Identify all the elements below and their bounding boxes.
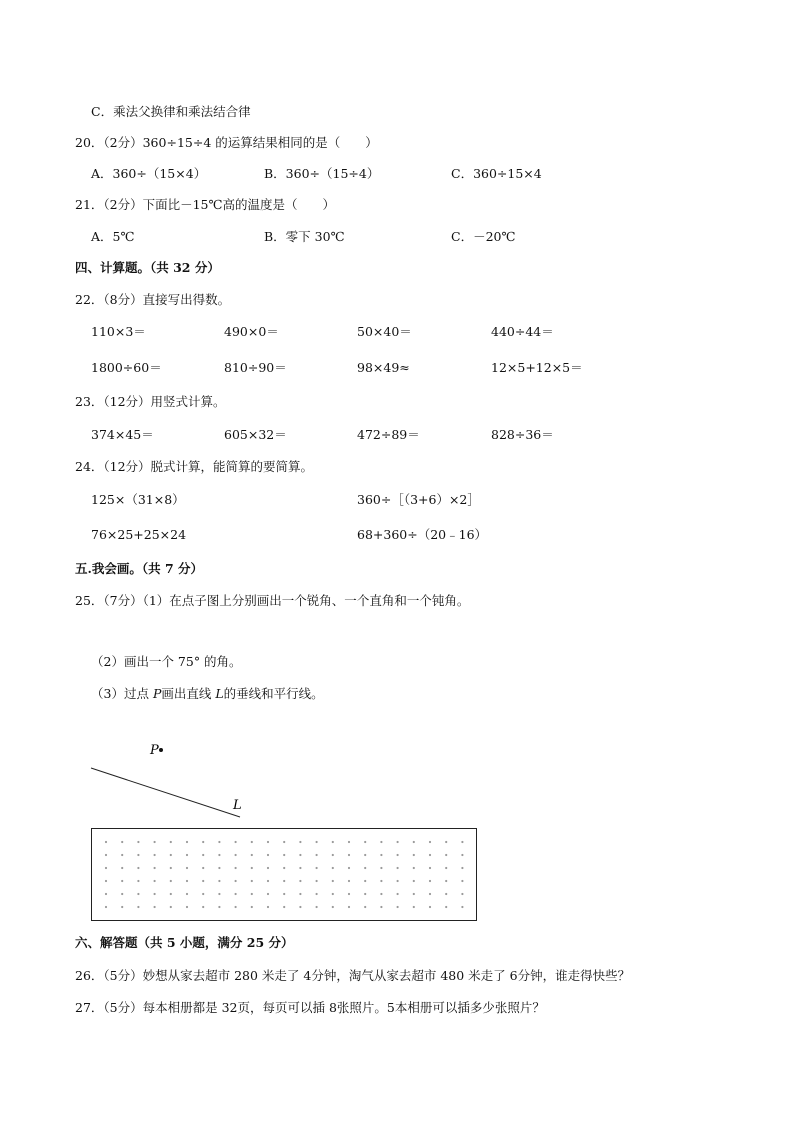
q27-stem: 27．（5分）每本相册都是 32页，每页可以插 8张照片。5本相册可以插多少张照片？ <box>75 1000 545 1015</box>
grid-dot <box>413 841 415 843</box>
grid-dot <box>186 841 188 843</box>
q21-option-b: B．零下 30℃ <box>264 229 345 244</box>
grid-dot <box>380 841 382 843</box>
grid-dot <box>154 880 156 882</box>
grid-dot <box>154 854 156 856</box>
grid-dot <box>299 867 301 869</box>
grid-dot <box>316 880 318 882</box>
grid-dot <box>202 867 204 869</box>
grid-dot <box>218 841 220 843</box>
grid-dot <box>316 854 318 856</box>
q21-stem: 21．（2分）下面比－15℃高的温度是（ ） <box>75 197 335 212</box>
grid-dot <box>429 854 431 856</box>
q25-stem: 25．（7分）（1）在点子图上分别画出一个锐角、一个直角和一个钝角。 <box>75 593 470 608</box>
grid-dot <box>137 906 139 908</box>
q25-part3-text: 的垂线和平行线。 <box>223 686 324 701</box>
point-p <box>159 748 163 752</box>
q25-part3-text: （3）过点 <box>91 686 153 701</box>
grid-dot <box>364 880 366 882</box>
grid-dot <box>364 841 366 843</box>
grid-dot <box>154 841 156 843</box>
grid-dot <box>218 880 220 882</box>
section5-heading: 五.我会画。（共 7 分） <box>75 561 204 576</box>
grid-dot <box>364 867 366 869</box>
grid-dot <box>380 906 382 908</box>
q22-item: 440÷44＝ <box>491 324 554 339</box>
grid-dot <box>429 893 431 895</box>
grid-dot <box>461 867 463 869</box>
grid-dot <box>121 893 123 895</box>
grid-dot <box>332 880 334 882</box>
q25-part3 <box>91 686 324 702</box>
grid-dot <box>105 867 107 869</box>
grid-dot <box>251 893 253 895</box>
grid-dot <box>413 880 415 882</box>
grid-dot <box>316 906 318 908</box>
q24-item: 68+360÷（20﹣16） <box>357 527 488 542</box>
grid-dot <box>137 880 139 882</box>
grid-dot <box>105 854 107 856</box>
grid-dot <box>170 880 172 882</box>
grid-dot <box>235 893 237 895</box>
grid-dot <box>461 880 463 882</box>
grid-dot <box>283 841 285 843</box>
q24-item: 360÷［（3+6）×2］ <box>357 492 480 507</box>
grid-dot <box>380 880 382 882</box>
grid-dot <box>397 880 399 882</box>
grid-dot <box>332 893 334 895</box>
grid-dot <box>429 906 431 908</box>
section4-heading: 四、计算题。（共 32 分） <box>75 260 220 275</box>
q24-item: 76×25+25×24 <box>91 527 187 542</box>
grid-dot <box>299 854 301 856</box>
grid-dot <box>105 893 107 895</box>
grid-dot <box>316 841 318 843</box>
q22-item: 12×5+12×5＝ <box>491 360 583 375</box>
grid-dot <box>348 906 350 908</box>
grid-dot <box>202 841 204 843</box>
grid-dot <box>332 841 334 843</box>
grid-dot <box>137 841 139 843</box>
grid-dot <box>235 854 237 856</box>
grid-dot <box>316 893 318 895</box>
grid-dot <box>332 854 334 856</box>
grid-dot <box>105 906 107 908</box>
q23-item: 472÷89＝ <box>357 427 420 442</box>
grid-dot <box>267 867 269 869</box>
q25-part2: （2）画出一个 75° 的角。 <box>91 654 242 669</box>
grid-dot <box>348 867 350 869</box>
grid-dot <box>461 854 463 856</box>
grid-dot <box>186 906 188 908</box>
grid-dot <box>154 893 156 895</box>
q21-option-c: C．－20℃ <box>451 229 516 244</box>
grid-dot <box>413 854 415 856</box>
grid-dot <box>251 854 253 856</box>
q25-part3-text: 画出直线 <box>161 686 216 701</box>
grid-dot <box>364 906 366 908</box>
grid-dot <box>413 893 415 895</box>
grid-dot <box>445 867 447 869</box>
grid-dot <box>170 854 172 856</box>
grid-dot <box>218 906 220 908</box>
grid-dot <box>154 906 156 908</box>
grid-dot <box>380 854 382 856</box>
grid-dot <box>235 906 237 908</box>
grid-dot <box>348 841 350 843</box>
grid-dot <box>137 854 139 856</box>
grid-dot <box>316 867 318 869</box>
q22-stem: 22．（8分）直接写出得数。 <box>75 292 231 307</box>
dot-grid-box[interactable] <box>91 828 477 921</box>
grid-dot <box>429 867 431 869</box>
grid-dot <box>445 880 447 882</box>
q23-item: 605×32＝ <box>224 427 287 442</box>
grid-dot <box>186 867 188 869</box>
grid-dot <box>348 880 350 882</box>
grid-dot <box>397 893 399 895</box>
grid-dot <box>380 867 382 869</box>
q22-item: 50×40＝ <box>357 324 412 339</box>
grid-dot <box>283 854 285 856</box>
grid-dot <box>121 880 123 882</box>
grid-dot <box>283 880 285 882</box>
grid-dot <box>267 880 269 882</box>
grid-dot <box>267 841 269 843</box>
q23-item: 374×45＝ <box>91 427 154 442</box>
grid-dot <box>299 880 301 882</box>
grid-dot <box>413 906 415 908</box>
grid-dot <box>332 867 334 869</box>
grid-dot <box>445 893 447 895</box>
line-l-label: L <box>233 798 242 813</box>
grid-dot <box>202 906 204 908</box>
grid-dot <box>105 841 107 843</box>
point-p-label: P <box>150 743 159 758</box>
grid-dot <box>397 906 399 908</box>
grid-dot <box>218 867 220 869</box>
grid-dot <box>137 867 139 869</box>
grid-dot <box>186 854 188 856</box>
q25-part3-point: P <box>152 686 162 701</box>
dot-grid <box>91 828 477 921</box>
q20-stem: 20．（2分）360÷15÷4 的运算结果相同的是（ ） <box>75 135 378 150</box>
q20-option-c: C．360÷15×4 <box>451 166 542 181</box>
grid-dot <box>121 906 123 908</box>
grid-dot <box>267 854 269 856</box>
grid-dot <box>202 893 204 895</box>
grid-dot <box>397 854 399 856</box>
grid-dot <box>218 893 220 895</box>
grid-dot <box>121 854 123 856</box>
point-line-figure <box>80 735 280 825</box>
grid-dot <box>283 867 285 869</box>
grid-dot <box>283 906 285 908</box>
grid-dot <box>121 867 123 869</box>
q20-option-a: A．360÷（15×4） <box>91 166 207 181</box>
grid-dot <box>186 880 188 882</box>
grid-dot <box>283 893 285 895</box>
grid-dot <box>235 880 237 882</box>
grid-dot <box>299 906 301 908</box>
grid-dot <box>105 880 107 882</box>
grid-dot <box>251 841 253 843</box>
grid-dot <box>397 841 399 843</box>
section6-heading: 六、解答题（共 5 小题，满分 25 分） <box>75 935 294 950</box>
grid-dot <box>235 841 237 843</box>
line-l <box>91 768 240 817</box>
q19-option-c: C．乘法父换律和乘法结合律 <box>91 104 251 119</box>
q22-item: 1800÷60＝ <box>91 360 162 375</box>
grid-dot <box>413 867 415 869</box>
q23-item: 828÷36＝ <box>491 427 554 442</box>
q23-stem: 23．（12分）用竖式计算。 <box>75 394 226 409</box>
grid-dot <box>218 854 220 856</box>
grid-dot <box>348 893 350 895</box>
grid-dot <box>380 893 382 895</box>
grid-dot <box>429 841 431 843</box>
grid-dot <box>429 880 431 882</box>
q20-option-b: B．360÷（15÷4） <box>264 166 380 181</box>
grid-dot <box>397 867 399 869</box>
q22-item: 490×0＝ <box>224 324 279 339</box>
grid-dot <box>202 854 204 856</box>
grid-dot <box>170 893 172 895</box>
grid-dot <box>170 867 172 869</box>
grid-dot <box>202 880 204 882</box>
q21-option-a: A．5℃ <box>91 229 135 244</box>
q22-item: 810÷90＝ <box>224 360 287 375</box>
grid-dot <box>251 906 253 908</box>
grid-dot <box>137 893 139 895</box>
grid-dot <box>235 867 237 869</box>
grid-dot <box>445 854 447 856</box>
grid-dot <box>299 841 301 843</box>
grid-dot <box>251 880 253 882</box>
grid-dot <box>170 841 172 843</box>
grid-dot <box>251 867 253 869</box>
grid-dot <box>154 867 156 869</box>
grid-dot <box>170 906 172 908</box>
grid-dot <box>299 893 301 895</box>
grid-dot <box>186 893 188 895</box>
grid-dot <box>348 854 350 856</box>
q26-stem: 26．（5分）妙想从家去超市 280 米走了 4分钟，淘气从家去超市 480 米走了 6分钟，谁走得快些？ <box>75 968 631 983</box>
q24-stem: 24．（12分）脱式计算，能简算的要简算。 <box>75 459 314 474</box>
grid-dot <box>461 893 463 895</box>
grid-dot <box>445 906 447 908</box>
grid-dot <box>364 893 366 895</box>
grid-dot <box>461 906 463 908</box>
grid-dot <box>121 841 123 843</box>
grid-dot <box>461 841 463 843</box>
q22-item: 110×3＝ <box>91 324 146 339</box>
q22-item: 98×49≈ <box>357 360 410 375</box>
q24-item: 125×（31×8） <box>91 492 185 507</box>
grid-dot <box>267 893 269 895</box>
grid-dot <box>332 906 334 908</box>
q25-part3-line: L <box>215 686 224 701</box>
grid-dot <box>267 906 269 908</box>
grid-dot <box>364 854 366 856</box>
grid-dot <box>445 841 447 843</box>
